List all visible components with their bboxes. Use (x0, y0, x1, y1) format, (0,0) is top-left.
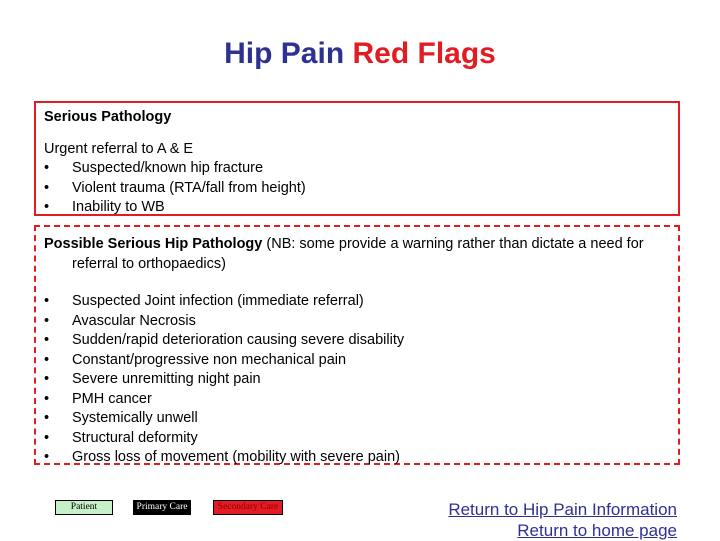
legend-primary-care: Primary Care (133, 500, 191, 515)
list-item: • Structural deformity (44, 429, 670, 449)
return-to-hip-pain-link[interactable]: Return to Hip Pain Information (448, 500, 677, 519)
urgent-referral-text: Urgent referral to A & E (44, 140, 194, 157)
page-title (0, 34, 720, 74)
bullet: • (44, 332, 50, 348)
list-item: • Inability to WB (44, 198, 670, 218)
bullet: • (44, 179, 50, 196)
possible-pathology-heading-wrap (44, 235, 670, 274)
title-part-red-flags: Red Flags (352, 37, 496, 70)
list-item: • Constant/progressive non mechanical pain (44, 351, 670, 371)
possible-pathology-heading: Possible Serious Hip Pathology (44, 236, 263, 252)
bullet: • (44, 199, 50, 215)
bullet: • (44, 351, 50, 368)
bullet: • (44, 390, 50, 407)
list-item: • PMH cancer (44, 390, 670, 410)
list-item: • Sudden/rapid deterioration causing severe disability (44, 331, 670, 351)
bullet: • (44, 371, 50, 387)
legend-secondary-care: Secondary Care (213, 500, 283, 515)
navigation-links (448, 499, 677, 541)
possible-serious-pathology-box (34, 225, 680, 465)
list-item: • Severe unremitting night pain (44, 370, 670, 390)
bullet: • (44, 449, 50, 465)
possible-pathology-list (44, 292, 670, 468)
serious-pathology-box (34, 101, 680, 216)
list-item: • Gross loss of movement (mobility with severe pain) (44, 448, 670, 468)
list-item: • Systemically unwell (44, 409, 670, 429)
bullet: • (44, 160, 50, 176)
list-item: • Avascular Necrosis (44, 312, 670, 332)
serious-pathology-list (44, 159, 670, 218)
list-item: • Suspected/known hip fracture (44, 159, 670, 179)
serious-pathology-heading: Serious Pathology (44, 109, 172, 125)
list-item: • Violent trauma (RTA/fall from height) (44, 179, 670, 199)
return-to-home-link[interactable]: Return to home page (517, 521, 677, 540)
bullet: • (44, 429, 50, 446)
bullet: • (44, 293, 50, 309)
bullet: • (44, 312, 50, 329)
title-part-hip-pain: Hip Pain (224, 37, 353, 70)
legend-patient: Patient (55, 500, 113, 515)
possible-pathology-note: (NB: some provide a warning rather than dictate a need for referral to orthopaedics) (72, 236, 644, 272)
bullet: • (44, 410, 50, 426)
list-item: • Suspected Joint infection (immediate referral) (44, 292, 670, 312)
